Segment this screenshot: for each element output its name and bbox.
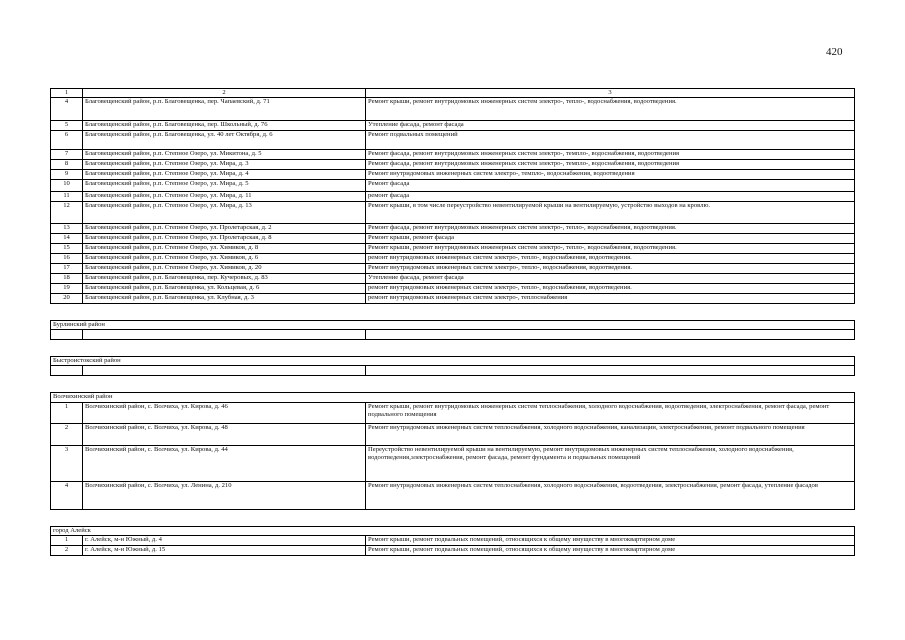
works-cell: Ремонт фасада: [366, 180, 855, 192]
gap-cell: [51, 340, 855, 357]
gap-cell: [51, 376, 855, 393]
table-row: [51, 224, 855, 234]
address-cell: Благовещенский район, р.п. Благовещенка, ул. 40 лет Октября, д. 6: [83, 131, 366, 150]
empty-cell: [366, 366, 855, 376]
empty-cell: [51, 366, 83, 376]
table-row: [51, 423, 855, 445]
address-cell: Благовещенский район, р.п. Степное Озеро, ул. Мира, д. 11: [83, 192, 366, 202]
table-row: [51, 274, 855, 284]
row-number: 15: [51, 244, 83, 254]
works-cell: ремонт внутридомовых инженерных систем электро-, тепло-, водоснабжения, водоотведения.: [366, 284, 855, 294]
row-number: 3: [51, 445, 83, 481]
address-cell: Благовещенский район, р.п. Благовещенка, ул. Кольцевая, д. 6: [83, 284, 366, 294]
address-cell: Благовещенский район, р.п. Степное Озеро, ул. Химиков, д. 20: [83, 264, 366, 274]
works-cell: Ремонт крыши, ремонт подвальных помещений, относящихся к общему имуществу в многоквартирном доме: [366, 535, 855, 545]
works-cell: Ремонт внутридомовых инженерных систем теплоснабжения, холодного водоснабжения, водоотведения, электроснабжения, ремонт фасада, утепление фасадов: [366, 481, 855, 509]
row-number: 7: [51, 150, 83, 160]
row-number: 17: [51, 264, 83, 274]
table-row: [51, 244, 855, 254]
works-cell: Ремонт внутридомовых инженерных систем электро-, темпло-, водоснабжения, водоотведения: [366, 170, 855, 180]
table-row: [51, 545, 855, 555]
works-cell: Ремонт крыши, ремонт внутридомовых инженерных систем теплоснабжения, холодного водоснабжения, водоотведения, электроснабжения, ремонт фасада, ремонт подвального помещения: [366, 402, 855, 423]
table-row: [51, 202, 855, 224]
works-cell: Ремонт крыши, ремонт подвальных помещений, относящихся к общему имуществу в многоквартирном доме: [366, 545, 855, 555]
section-gap: [51, 376, 855, 393]
row-number: 14: [51, 234, 83, 244]
section-gap: [51, 304, 855, 321]
row-number: 13: [51, 224, 83, 234]
row-number: 1: [51, 402, 83, 423]
table-row: [51, 481, 855, 509]
district-header-row: [51, 526, 855, 535]
works-cell: Ремонт крыши, ремонт внутридомовых инженерных систем электро-, тепло-, водоснабжения, водоотведения.: [366, 244, 855, 254]
empty-cell: [83, 366, 366, 376]
row-number: 5: [51, 121, 83, 131]
row-number: 8: [51, 160, 83, 170]
row-number: 4: [51, 481, 83, 509]
table-row: [51, 150, 855, 160]
address-cell: Благовещенский район, р.п. Степное Озеро, ул. Мира, д. 4: [83, 170, 366, 180]
district-name: Волчихинский район: [51, 393, 855, 402]
table-row: [51, 264, 855, 274]
table-row: [51, 131, 855, 150]
address-cell: Волчихинский район, с. Волчиха, ул. Кирова, д. 44: [83, 445, 366, 481]
gap-cell: [51, 509, 855, 526]
works-cell: Ремонт крыши, ремонт фасада: [366, 234, 855, 244]
section-gap: [51, 340, 855, 357]
empty-cell: [366, 330, 855, 340]
row-number: 19: [51, 284, 83, 294]
address-cell: Благовещенский район, р.п. Благовещенка, пер. Кучеровых, д. 83: [83, 274, 366, 284]
empty-row: [51, 330, 855, 340]
table-row: [51, 445, 855, 481]
row-number: 9: [51, 170, 83, 180]
address-cell: Благовещенский район, р.п. Благовещенка, пер. Чапаевский, д. 71: [83, 98, 366, 121]
address-cell: Благовещенский район, р.п. Степное Озеро, ул. Химиков, д. 8: [83, 244, 366, 254]
table-row: [51, 180, 855, 192]
works-cell: Ремонт крыши, в том числе переустройство невентилируемой крыши на вентилируемую, устройство выходов на кровлю.: [366, 202, 855, 224]
row-number: 2: [51, 423, 83, 445]
address-cell: Волчихинский район, с. Волчиха, ул. Ленина, д. 210: [83, 481, 366, 509]
row-number: 20: [51, 294, 83, 304]
address-cell: Волчихинский район, с. Волчиха, ул. Кирова, д. 48: [83, 423, 366, 445]
repair-register-table: [50, 88, 855, 556]
row-number: 16: [51, 254, 83, 264]
table-row: [51, 294, 855, 304]
address-cell: Волчихинский район, с. Волчиха, ул. Кирова, д. 46: [83, 402, 366, 423]
address-cell: Благовещенский район, р.п. Степное Озеро, ул. Мира, д. 13: [83, 202, 366, 224]
row-number: 6: [51, 131, 83, 150]
district-header-row: [51, 357, 855, 366]
address-cell: Благовещенский район, р.п. Благовещенка, ул. Клубная, д. 3: [83, 294, 366, 304]
address-cell: Благовещенский район, р.п. Степное Озеро, ул. Мира, д. 5: [83, 180, 366, 192]
table-row: [51, 160, 855, 170]
empty-cell: [51, 330, 83, 340]
table-row: [51, 402, 855, 423]
table-row: [51, 284, 855, 294]
table-row: [51, 170, 855, 180]
header-row: [51, 89, 855, 98]
district-header-row: [51, 321, 855, 330]
address-cell: Благовещенский район, р.п. Благовещенка, пер. Школьный, д. 76: [83, 121, 366, 131]
address-cell: г. Алейск, м-н Южный, д. 15: [83, 545, 366, 555]
page-number: 420: [826, 46, 843, 58]
table-row: [51, 192, 855, 202]
row-number: 1: [51, 535, 83, 545]
works-cell: Ремонт фасада, ремонт внутридомовых инженерных систем электро-, темпло-, водоснабжения, водоотведения: [366, 160, 855, 170]
district-name: город Алейск: [51, 526, 855, 535]
works-cell: Утепление фасада, ремонт фасада: [366, 121, 855, 131]
row-number: 4: [51, 98, 83, 121]
district-name: Быстроистокский район: [51, 357, 855, 366]
table-row: [51, 121, 855, 131]
address-cell: Благовещенский район, р.п. Степное Озеро, ул. Пролетарская, д. 2: [83, 224, 366, 234]
gap-cell: [51, 304, 855, 321]
address-cell: Благовещенский район, р.п. Степное Озеро, ул. Мира, д. 3: [83, 160, 366, 170]
address-cell: Благовещенский район, р.п. Степное Озеро, ул. Пролетарская, д. 8: [83, 234, 366, 244]
works-cell: Ремонт фасада, ремонт внутридомовых инженерных систем электро-, тепло-, водоснабжения, водоотведения.: [366, 224, 855, 234]
column-header: 2: [83, 89, 366, 98]
row-number: 18: [51, 274, 83, 284]
table-row: [51, 98, 855, 121]
row-number: 10: [51, 180, 83, 192]
table-row: [51, 535, 855, 545]
column-header: 3: [366, 89, 855, 98]
empty-cell: [83, 330, 366, 340]
works-cell: Утепление фасада, ремонт фасада: [366, 274, 855, 284]
works-cell: Ремонт внутридомовых инженерных систем электро-, тепло-, водоснабжения, водоотведения.: [366, 264, 855, 274]
works-cell: Ремонт крыши, ремонт внутридомовых инженерных систем электро-, тепло-, водоснабжения, водоотведения.: [366, 98, 855, 121]
works-cell: Переустройство невентилируемой крыши на вентилируемую, ремонт внутридомовых инженерных систем теплоснабжения, холодного водоснабжения, водоотведения,электроснабжения, ремонт фасада, ремонт фундамента и подвальных помещений: [366, 445, 855, 481]
works-cell: ремонт внутридомовых инженерных систем электро-, теплоснабжения: [366, 294, 855, 304]
column-header: 1: [51, 89, 83, 98]
empty-row: [51, 366, 855, 376]
district-name: Бурлинский район: [51, 321, 855, 330]
table-row: [51, 254, 855, 264]
district-header-row: [51, 393, 855, 402]
row-number: 11: [51, 192, 83, 202]
works-cell: Ремонт фасада, ремонт внутридомовых инженерных систем электро-, темпло-, водоснабжения, водоотведения: [366, 150, 855, 160]
table-row: [51, 234, 855, 244]
section-gap: [51, 509, 855, 526]
works-cell: ремонт фасада: [366, 192, 855, 202]
row-number: 12: [51, 202, 83, 224]
address-cell: Благовещенский район, р.п. Степное Озеро, ул. Химиков, д. 6: [83, 254, 366, 264]
works-cell: Ремонт подвальных помещений: [366, 131, 855, 150]
works-cell: ремонт внутридомовых инженерных систем электро-, тепло-, водоснабжения, водоотведения.: [366, 254, 855, 264]
works-cell: Ремонт внутридомовых инженерных систем теплоснабжения, холодного водоснабжения, канализации, электроснабжения, ремонт подвального помещения: [366, 423, 855, 445]
address-cell: г. Алейск, м-н Южный, д. 4: [83, 535, 366, 545]
row-number: 2: [51, 545, 83, 555]
address-cell: Благовещенский район, р.п. Степное Озеро, ул. Микитона, д. 5: [83, 150, 366, 160]
